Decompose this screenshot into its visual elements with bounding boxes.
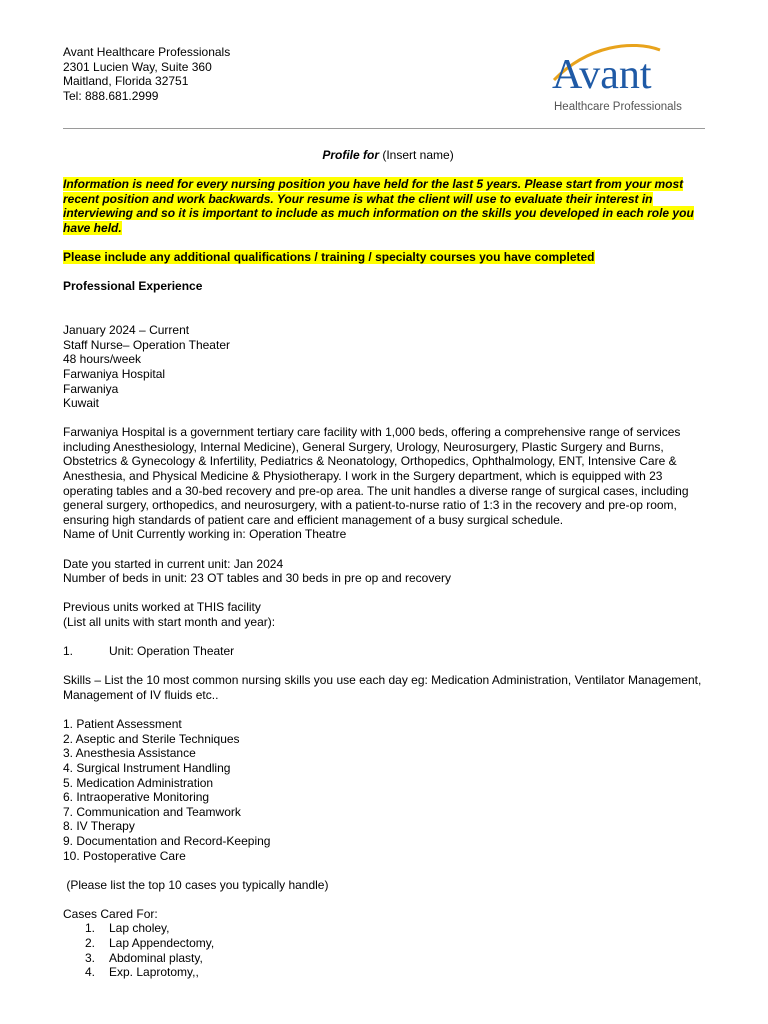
logo-subtitle: Healthcare Professionals [554, 101, 682, 113]
list-item: 6. Intraoperative Monitoring [63, 790, 210, 805]
cases-list [63, 921, 713, 979]
job-hours: 48 hours/week [63, 352, 142, 367]
company-address [63, 45, 230, 103]
list-item: 10. Postoperative Care [63, 848, 186, 863]
list-item: 1. Lap choley, [85, 921, 170, 936]
qualifications-note: Please include any additional qualifications / training / specialty courses you have completed [63, 250, 595, 265]
cases-note: (Please list the top 10 cases you typically handle) [63, 877, 329, 892]
avant-logo [548, 40, 698, 116]
section-heading: Professional Experience [63, 279, 203, 294]
list-item: 1. Patient Assessment [63, 717, 182, 732]
logo-word: Avant [552, 52, 652, 98]
skills-list [63, 717, 713, 863]
instruction-note: Information is need for every nursing position you have held for the last 5 years. Please start from your most recent position and work backwards. Your resume is what the client will use to evaluate their interest in interviewing and so it is important to include as much information on the skills you developed in each role you have held. [63, 177, 694, 235]
skills-intro: Skills – List the 10 most common nursing skills you use each day eg: Medication Administration, Ventilator Management, Management of IV fluids etc.. [63, 673, 702, 702]
job-city: Farwaniya [63, 381, 119, 396]
company-name: Avant Healthcare Professionals [63, 45, 231, 59]
company-city: Maitland, Florida 32751 [63, 74, 189, 89]
unit-beds: Number of beds in unit: 23 OT tables and 30 beds in pre op and recovery [63, 571, 452, 586]
list-item: 9. Documentation and Record-Keeping [63, 833, 271, 848]
hospital-description: Farwaniya Hospital is a government tertiary care facility with 1,000 beds, offering a comprehensive range of services including Anesthesiology, Internal Medicine), General Surgery, Urology, Neurosurgery, Plastic Surgery and Burns, Obstetrics & Gynecology & Infertility, Pediatrics & Neonatology, Orthopedics, Ophthalmology, ENT, Intensive Care & Anesthesia, and Physical Medicine & Physiotherapy. I work in the Surgery department, which is equipped with 23 operating tables and a 30-bed recovery and pre-op area. The unit handles a diverse range of surgical cases, including general surgery, orthopedics, and neurosurgery, with a patient-to-nurse ratio of 1:3 in the recovery and pre-op room, ensuring high standards of patient care and efficient management of a busy surgical schedule. [63, 425, 689, 527]
job-role: Staff Nurse– Operation Theater [63, 337, 230, 352]
profile-name-placeholder: (Insert name) [382, 148, 454, 162]
job-period: January 2024 – Current [63, 323, 190, 338]
previous-units-instructions: (List all units with start month and year): [63, 615, 276, 629]
job-country: Kuwait [63, 396, 100, 411]
list-item: 3. Anesthesia Assistance [63, 746, 196, 761]
header-divider [63, 128, 705, 129]
profile-title: Profile for (Insert name) [322, 148, 454, 162]
list-item: 3. Abdominal plasty, [85, 950, 203, 965]
list-item: 8. IV Therapy [63, 819, 135, 834]
cases-heading: Cases Cared For: [63, 906, 158, 921]
list-item: 4. Exp. Laprotomy,, [85, 965, 199, 980]
previous-units-heading: Previous units worked at THIS facility [63, 600, 261, 615]
list-item: 2. Aseptic and Sterile Techniques [63, 731, 240, 746]
profile-body [63, 148, 713, 980]
unit-start-date: Date you started in current unit: Jan 2024 [63, 556, 284, 571]
list-item: 5. Medication Administration [63, 775, 214, 790]
company-street: 2301 Lucien Way, Suite 360 [63, 59, 212, 74]
list-item: 2. Lap Appendectomy, [85, 936, 215, 951]
current-unit: Name of Unit Currently working in: Operation Theatre [63, 527, 347, 542]
job-hospital: Farwaniya Hospital [63, 366, 166, 381]
list-item: 4. Surgical Instrument Handling [63, 760, 231, 775]
previous-unit-item: 1. Unit: Operation Theater [63, 644, 235, 659]
company-phone: Tel: 888.681.2999 [63, 88, 159, 103]
list-item: 7. Communication and Teamwork [63, 804, 241, 819]
